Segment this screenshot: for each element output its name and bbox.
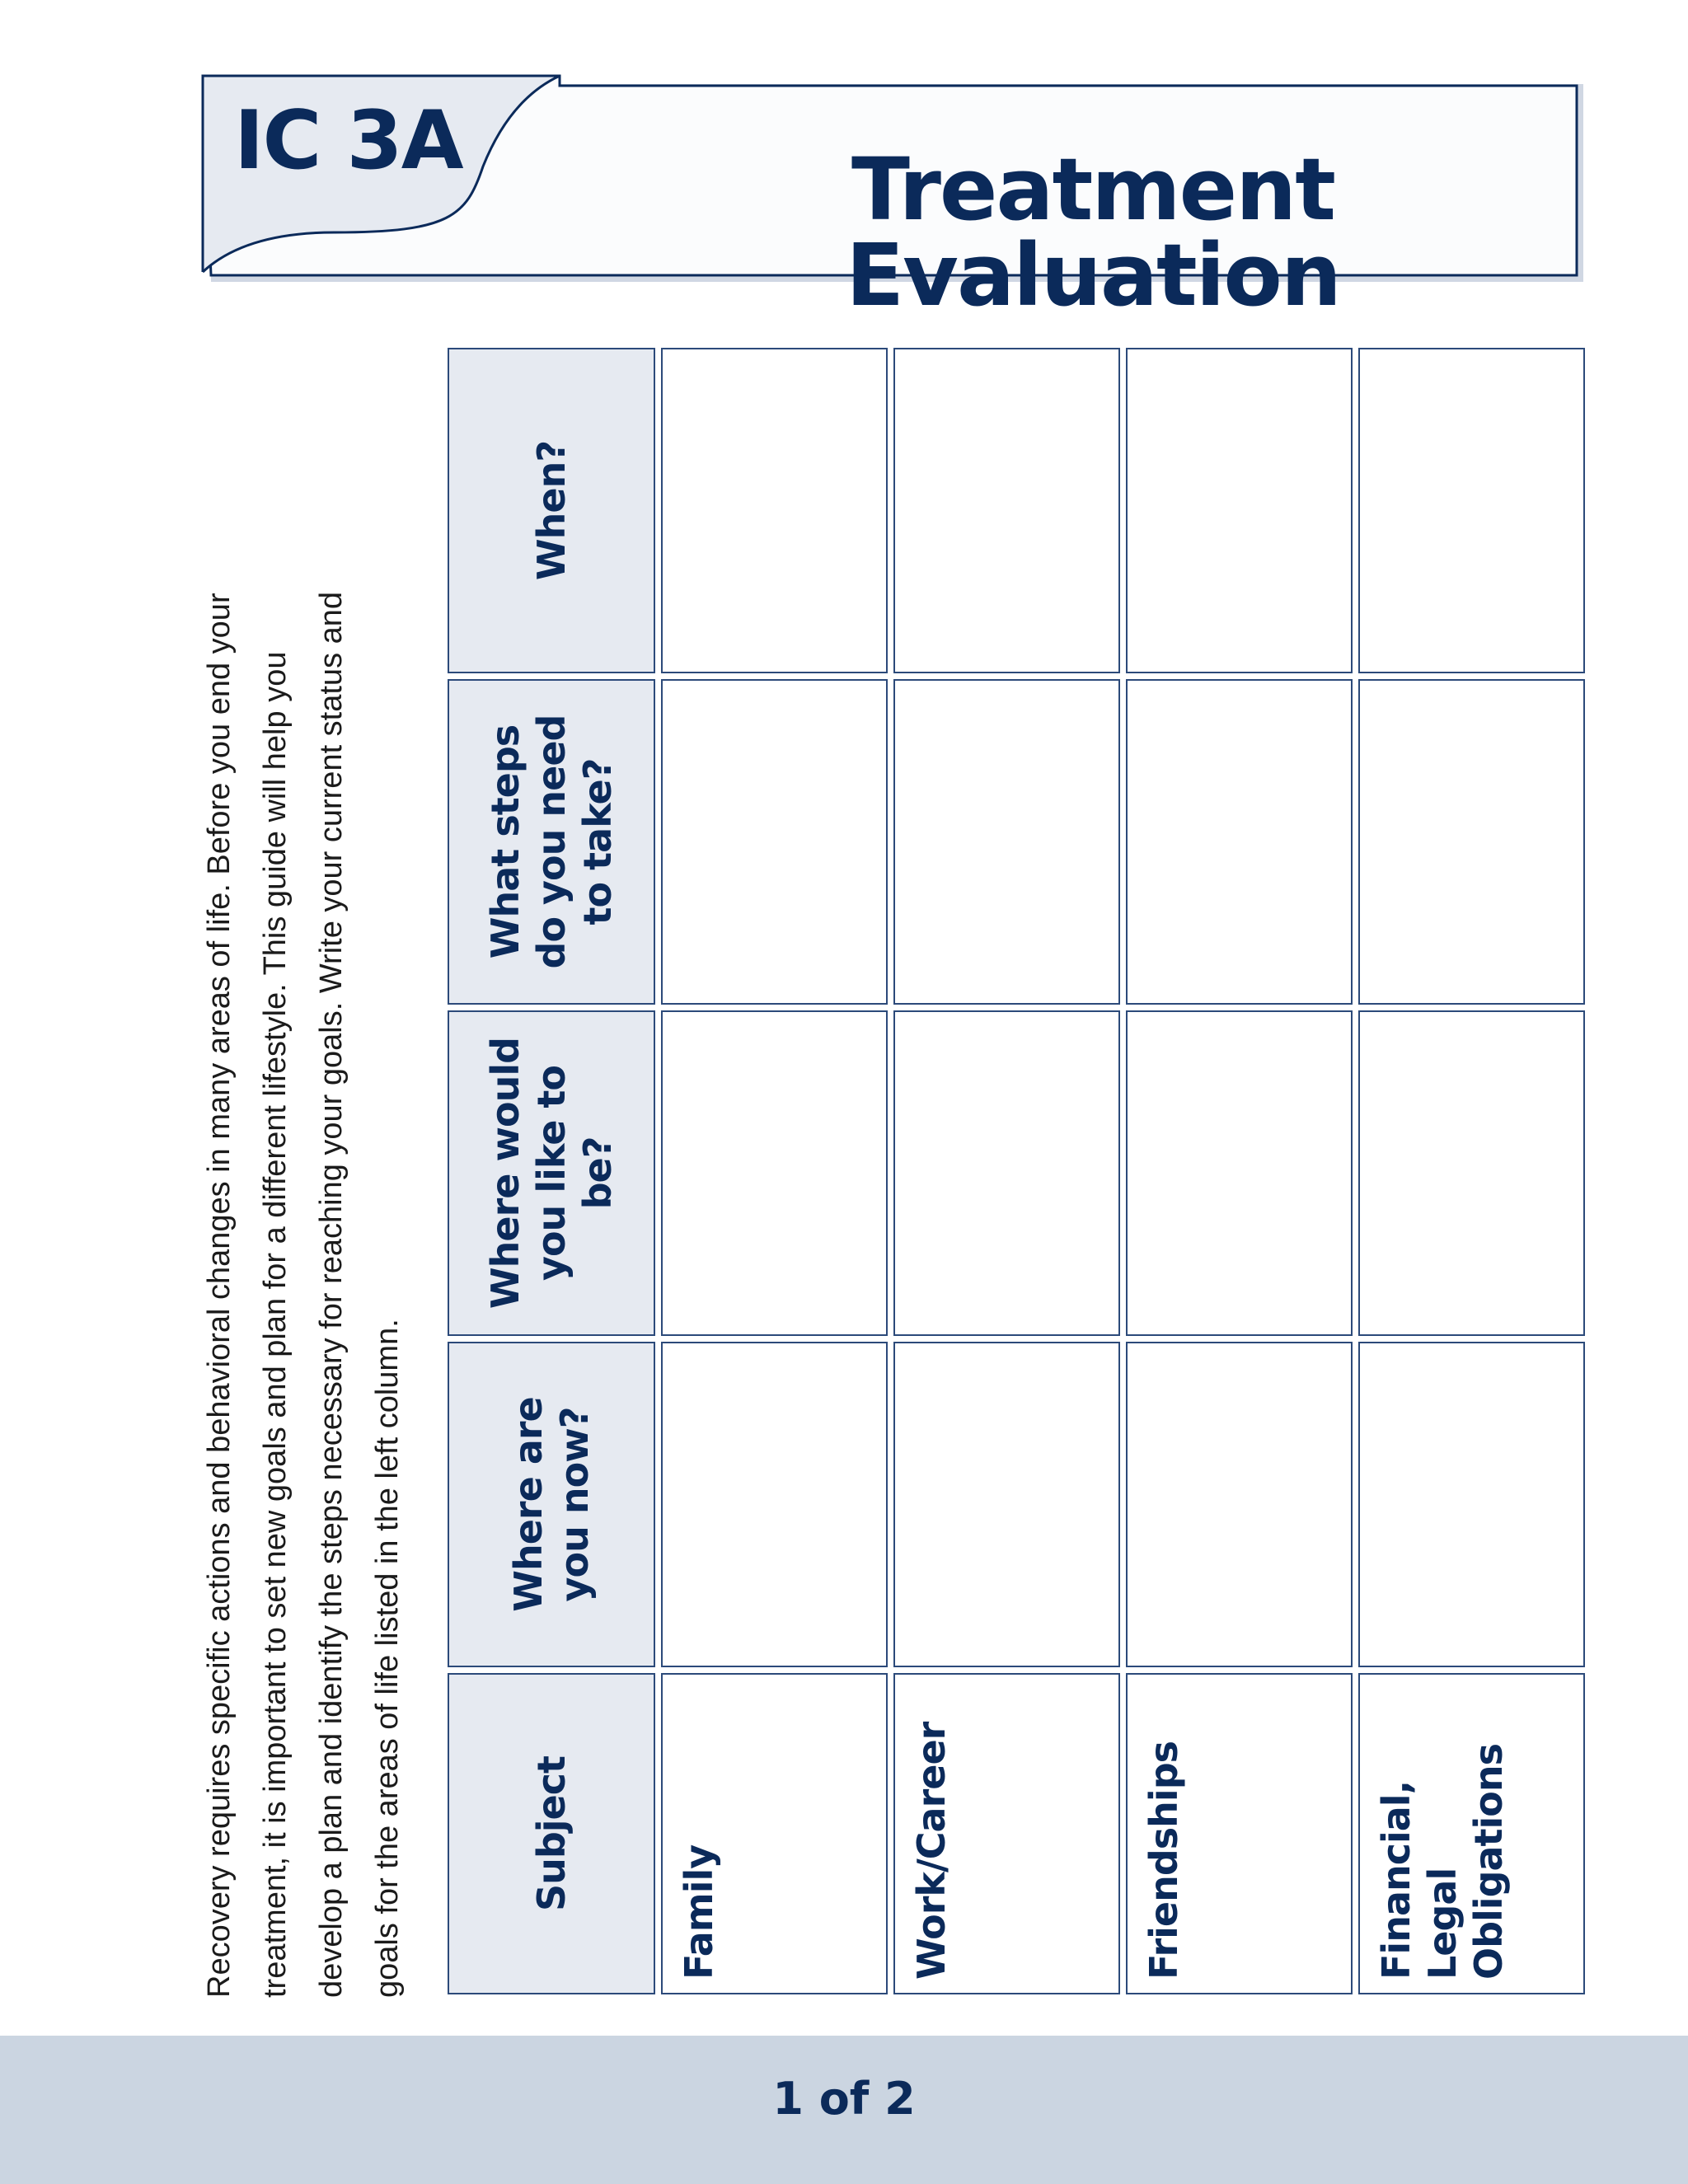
answer-cell-where-like-to-be[interactable]: [661, 1010, 888, 1336]
subject-label: Financial, Legal Obligations: [1374, 1743, 1511, 1980]
answer-cell-steps[interactable]: [1126, 679, 1353, 1005]
answer-cell-where-like-to-be[interactable]: [893, 1010, 1120, 1336]
table-header-row: [448, 348, 655, 1994]
table-row-work-career: [893, 348, 1120, 1994]
subject-label: Family: [677, 1844, 721, 1980]
instructions-line: develop a plan and identify the steps necessary for reaching your goals. Write your current status and: [314, 591, 349, 1998]
answer-cell-where-like-to-be[interactable]: [1358, 1010, 1585, 1336]
answer-cell-when[interactable]: [1126, 348, 1353, 673]
instructions-paragraph: [191, 354, 415, 1998]
subject-cell: [893, 1673, 1120, 1994]
answer-cell-when[interactable]: [1358, 348, 1585, 673]
page-number: 1 of 2: [772, 2073, 916, 2125]
answer-cell-where-like-to-be[interactable]: [1126, 1010, 1353, 1336]
subject-label: Work/Career: [909, 1722, 954, 1980]
answer-cell-where-now[interactable]: [893, 1342, 1120, 1667]
answer-cell-when[interactable]: [661, 348, 888, 673]
answer-cell-when[interactable]: [893, 348, 1120, 673]
table-row-family: [661, 348, 888, 1994]
worksheet-header: [203, 76, 1579, 326]
answer-cell-steps[interactable]: [661, 679, 888, 1005]
column-header-when: When?: [448, 348, 655, 673]
page-footer: [0, 2036, 1688, 2184]
column-header-where-like-to-be: Where would you like to be?: [448, 1010, 655, 1336]
answer-cell-where-now[interactable]: [1358, 1342, 1585, 1667]
instructions-line: Recovery requires specific actions and behavioral changes in many areas of life. Before you end your: [202, 593, 237, 1998]
table-row-friendships: [1126, 348, 1353, 1994]
table-row-financial-legal: [1358, 348, 1585, 1994]
column-header-subject: Subject: [448, 1673, 655, 1994]
instructions-line: goals for the areas of life listed in the left column.: [370, 1319, 405, 1998]
subject-cell: [1358, 1673, 1585, 1994]
answer-cell-where-now[interactable]: [661, 1342, 888, 1667]
subject-label: Friendships: [1142, 1741, 1186, 1980]
answer-cell-steps[interactable]: [893, 679, 1120, 1005]
worksheet-code: IC 3A: [234, 94, 462, 188]
instructions-line: treatment, it is important to set new goals and plan for a different lifestyle. This guide will help you: [258, 651, 293, 1998]
evaluation-table: [448, 348, 1589, 1994]
subject-cell: [661, 1673, 888, 1994]
page-title: Treatment Evaluation: [846, 139, 1340, 326]
subject-cell: [1126, 1673, 1353, 1994]
column-header-where-now: Where are you now?: [448, 1342, 655, 1667]
answer-cell-steps[interactable]: [1358, 679, 1585, 1005]
answer-cell-where-now[interactable]: [1126, 1342, 1353, 1667]
column-header-steps: What steps do you need to take?: [448, 679, 655, 1005]
